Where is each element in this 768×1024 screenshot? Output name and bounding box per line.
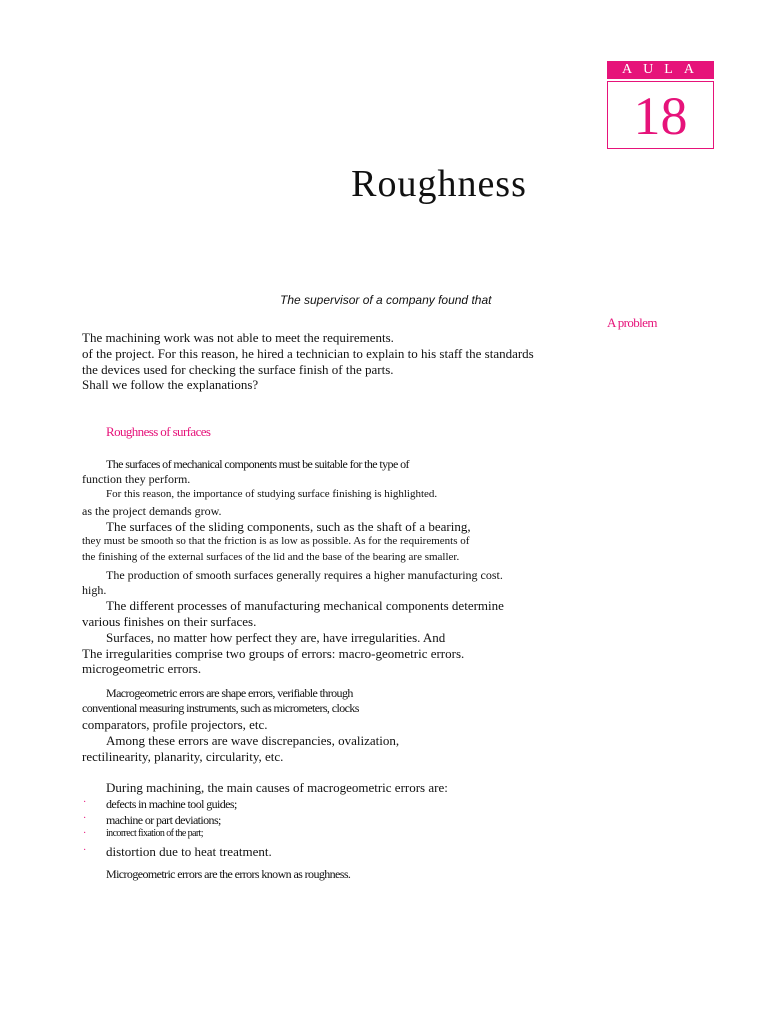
body-line: they must be smooth so that the friction is as low as possible. As for the requirements of — [82, 535, 470, 547]
bullet-item: incorrect fixation of the part; — [106, 828, 203, 839]
lesson-badge-label: AULA — [607, 61, 714, 79]
body-line: various finishes on their surfaces. — [82, 614, 257, 629]
bullet-item: distortion due to heat treatment. — [106, 844, 272, 859]
body-line: Surfaces, no matter how perfect they are, have irregularities. And — [106, 630, 446, 645]
body-line: The surfaces of the sliding components, such as the shaft of a bearing, — [106, 519, 471, 534]
problem-line: The machining work was not able to meet the requirements. — [82, 330, 394, 345]
section-heading: Roughness of surfaces — [106, 424, 211, 439]
macro-line: comparators, profile projectors, etc. — [82, 717, 268, 732]
body-line: The production of smooth surfaces generally requires a higher manufacturing cost. — [106, 568, 503, 582]
bullet-item: defects in machine tool guides; — [106, 797, 237, 811]
macro-line: conventional measuring instruments, such as micrometers, clocks — [82, 701, 359, 715]
sidebar-label: A problem — [607, 315, 657, 330]
causes-intro: During machining, the main causes of macrogeometric errors are: — [106, 780, 448, 795]
bullet-marker: · — [83, 813, 87, 824]
page-title: Roughness — [351, 163, 527, 205]
bullet-item: machine or part deviations; — [106, 813, 221, 827]
bullet-marker: · — [83, 797, 87, 808]
macro-line: Among these errors are wave discrepancies, ovalization, — [106, 733, 400, 748]
macro-line: rectilinearity, planarity, circularity, etc. — [82, 749, 284, 764]
body-line: as the project demands grow. — [82, 504, 222, 518]
lesson-number: 18 — [633, 86, 688, 146]
macro-line: Macrogeometric errors are shape errors, verifiable through — [106, 686, 353, 700]
bullet-marker: · — [83, 845, 87, 856]
problem-line: Shall we follow the explanations? — [82, 377, 259, 392]
body-line: high. — [82, 583, 107, 597]
body-line: the finishing of the external surfaces of the lid and the base of the bearing are smaller. — [82, 551, 460, 563]
bullet-marker: · — [83, 828, 87, 839]
closing-sentence: Microgeometric errors are the errors known as roughness. — [106, 867, 351, 881]
body-line: function they perform. — [82, 472, 191, 486]
lesson-number-box — [607, 81, 714, 149]
body-line: The surfaces of mechanical components must be suitable for the type of — [106, 457, 409, 471]
body-line: microgeometric errors. — [82, 661, 202, 676]
body-line: The different processes of manufacturing mechanical components determine — [106, 598, 504, 613]
body-line: For this reason, the importance of studying surface finishing is highlighted. — [106, 488, 438, 500]
intro-sentence: The supervisor of a company found that — [280, 293, 492, 307]
body-line: The irregularities comprise two groups of errors: macro-geometric errors. — [82, 646, 465, 661]
lesson-badge — [607, 61, 714, 149]
problem-line: of the project. For this reason, he hired a technician to explain to his staff the standards — [82, 346, 534, 361]
problem-line: the devices used for checking the surface finish of the parts. — [82, 362, 394, 377]
